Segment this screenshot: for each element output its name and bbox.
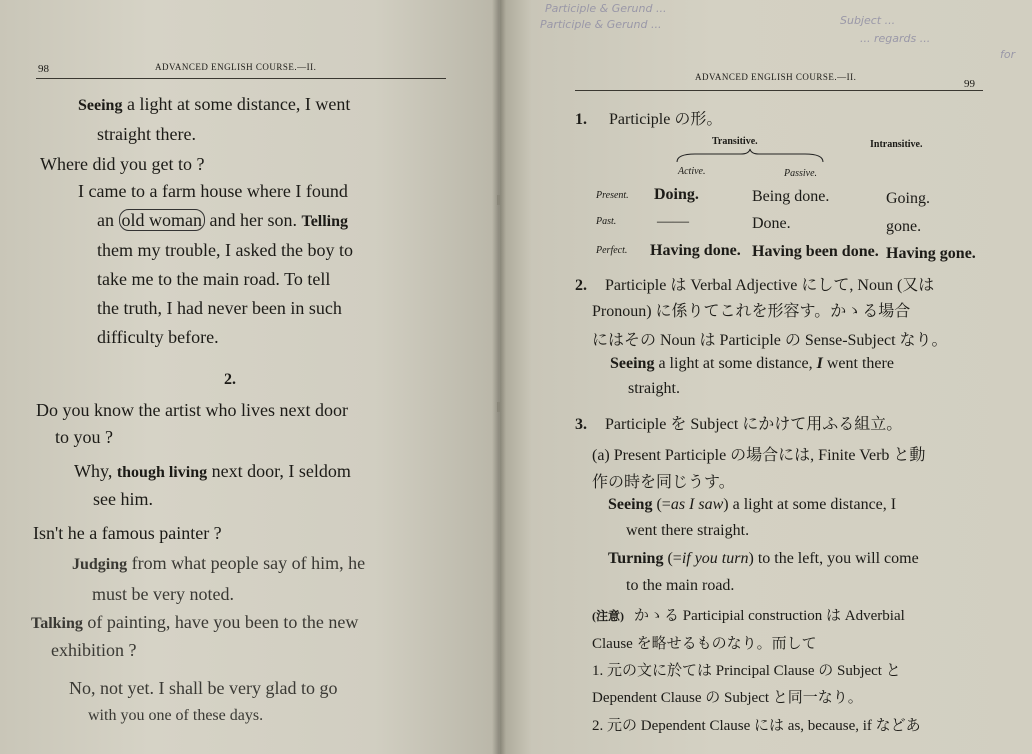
- note-item-2: 2. 元の Dependent Clause には as, because, if などあ: [592, 718, 921, 734]
- left-page-number: 98: [38, 63, 49, 75]
- left-line-11: to you ?: [55, 427, 113, 447]
- left-line-12: Why, though living next door, I seldom: [74, 461, 351, 481]
- handwritten-note-1: Participle & Gerund ...: [545, 2, 667, 15]
- right-page: [500, 0, 1032, 754]
- left-line-1: Seeing a light at some distance, I went: [78, 94, 351, 114]
- item-2-example: Seeing a light at some distance, I went there: [610, 355, 894, 372]
- cell-active: Doing.: [654, 186, 699, 203]
- table-header-passive: Passive.: [784, 168, 818, 179]
- right-running-head: ADVANCED ENGLISH COURSE.—II.: [695, 72, 857, 82]
- left-line-16: must be very noted.: [92, 584, 234, 604]
- right-header-rule: [575, 90, 983, 91]
- left-line-14: Isn't he a famous painter ?: [33, 523, 222, 543]
- handwritten-note-4: ... regards ...: [860, 32, 931, 45]
- transitive-brace: [675, 148, 825, 164]
- left-line-10: Do you know the artist who lives next door: [36, 400, 348, 420]
- note-item-1: 1. 元の文に於ては Principal Clause の Subject と: [592, 663, 901, 679]
- left-header-rule: [36, 78, 446, 79]
- cell-intransitive: Having gone.: [886, 245, 976, 262]
- left-line-5: an old woman and her son. Telling: [97, 210, 349, 230]
- left-line-3: Where did you get to ?: [40, 154, 205, 174]
- section-number: 2.: [224, 371, 236, 388]
- cell-passive: Having been done.: [752, 243, 879, 260]
- left-line-15: Judging from what people say of him, he: [72, 553, 366, 573]
- circled-phrase: old woman: [119, 209, 206, 231]
- item-2-line-1: 2. Participle は Verbal Adjective にして, Noun (又は: [575, 277, 935, 294]
- item-3-sub-a-1: (a) Present Participle の場合には, Finite Verb と動: [592, 447, 926, 464]
- left-line-18: exhibition ?: [51, 640, 137, 660]
- handwritten-note-2: Participle & Gerund ...: [540, 18, 662, 31]
- cell-passive: Being done.: [752, 188, 830, 205]
- cell-active: Having done.: [650, 242, 741, 259]
- left-line-13: see him.: [93, 489, 153, 509]
- left-page: [0, 0, 500, 754]
- item-3-example-2: Turning (=if you turn) to the left, you will come: [608, 550, 919, 567]
- left-line-17: Talking of painting, have you been to the new: [31, 612, 359, 632]
- binding-stitch: [497, 195, 500, 205]
- note-line-1: (注意) かゝる Participial construction は Adverbial: [592, 608, 905, 624]
- left-line-7: take me to the main road. To tell: [97, 269, 331, 289]
- note-item-1-cont: Dependent Clause の Subject と同一なり。: [592, 690, 863, 706]
- book-gutter: [492, 0, 506, 754]
- left-line-20: with you one of these days.: [88, 707, 264, 724]
- cell-active: ——: [657, 213, 689, 230]
- handwritten-note-5: for: [1000, 48, 1016, 61]
- binding-stitch: [497, 402, 500, 412]
- item-2-line-3: にはその Noun は Participle の Sense-Subject なり。: [592, 332, 948, 349]
- table-header-transitive: Transitive.: [712, 136, 758, 147]
- handwritten-note-3: Subject ...: [840, 14, 896, 27]
- row-label: Past.: [596, 216, 617, 227]
- cell-passive: Done.: [752, 215, 791, 232]
- left-line-8: the truth, I had never been in such: [97, 298, 342, 318]
- item-3-example-1: Seeing (=as I saw) a light at some distance, I: [608, 496, 897, 513]
- row-label: Perfect.: [596, 245, 628, 256]
- left-running-head: ADVANCED ENGLISH COURSE.—II.: [155, 62, 317, 72]
- item-2-line-2: Pronoun) に係りてこれを形容す。かゝる場合: [592, 303, 911, 320]
- cell-intransitive: Going.: [886, 190, 930, 207]
- cell-intransitive: gone.: [886, 218, 922, 235]
- note-line-2: Clause を略せるものなり。而して: [592, 636, 817, 652]
- item-3-line-1: 3. Participle を Subject にかけて用ふる組立。: [575, 416, 903, 433]
- left-line-9: difficulty before.: [97, 327, 219, 347]
- left-line-19: No, not yet. I shall be very glad to go: [69, 678, 338, 698]
- left-line-2: straight there.: [97, 124, 196, 144]
- item-3-example-1-cont: went there straight.: [626, 522, 750, 539]
- left-line-4: I came to a farm house where I found: [78, 181, 348, 201]
- item-1: 1. Participle の形。: [575, 111, 723, 128]
- left-line-6: them my trouble, I asked the boy to: [97, 240, 353, 260]
- item-2-example-cont: straight.: [628, 380, 680, 397]
- row-label: Present.: [596, 190, 629, 201]
- table-header-intransitive: Intransitive.: [870, 139, 923, 150]
- right-page-number: 99: [964, 78, 975, 90]
- item-3-example-2-cont: to the main road.: [626, 577, 735, 594]
- table-header-active: Active.: [678, 166, 706, 177]
- item-3-sub-a-2: 作の時を同じうす。: [592, 474, 735, 491]
